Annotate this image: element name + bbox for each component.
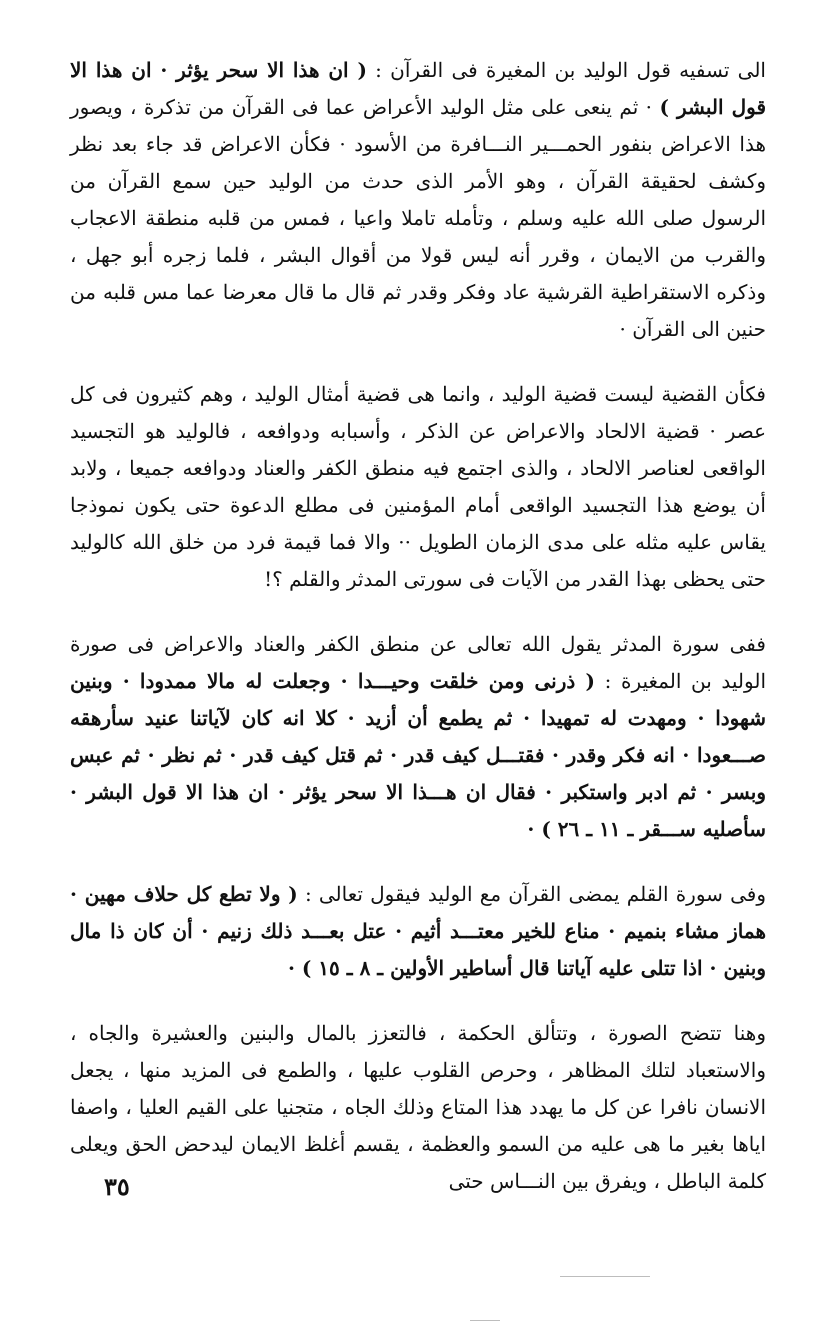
paragraph-2-text: فكأن القضية ليست قضية الوليد ، وانما هى قضية أمثال الوليد ، وهم كثيرون فى كل عصر · قضية الالحاد والاعراض عن الذكر ، وأسبابه ودوافعه ، فالوليد هو التجسيد الواقعى لعناصر الالحاد ، والذى اجتمع فيه منطق الكفر والعناد ودوافعه جميعا ، ولابد أن يوضع هذا التجسيد الواقعى أمام المؤمنين فى مطلع الدعوة حتى يكون نموذجا يقاس عليه مثله على مدى الزمان الطويل ·· والا فما قيمة فرد من خلق الله كالوليد حتى يحظى بهذا القدر من الآيات فى سورتى المدثر والقلم ؟! (70, 382, 766, 591)
paragraph-5-text: وهنا تتضح الصورة ، وتتألق الحكمة ، فالتعزز بالمال والبنين والعشيرة والجاه ، والاستعباد لتلك المظاهر ، وحرص القلوب عليها ، والطمع فى المزيد منها ، يجعل الانسان نافرا عن كل ما يهدد هذا المتاع وذلك الجاه ، متجنيا على القيم العليا ، واصفا اياها بغير ما هى عليه من السمو والعظمة ، يقسم أغلظ الايمان ليدحض الحق ويعلى كلمة الباطل ، ويفرق بين النـــاس حتى (70, 1021, 766, 1193)
paragraph-4-text: وفى سورة القلم يمضى القرآن مع الوليد فيقول تعالى : (297, 882, 766, 906)
page-number: ٣٥ (104, 1172, 130, 1201)
paragraph-3-quran-quote: ( ذرنى ومن خلقت وحيـــدا · وجعلت له مالا ممدودا · وبنين شهودا · ومهدت له تمهيدا · ثم يطمع أن أزيد · كلا انه كان لآياتنا عنيد سأرهقه صـــعودا · انه فكر وقدر · فقتـــل كيف قدر · ثم قتل كيف قدر · ثم نظر · ثم عبس وبسر · ثم ادبر واستكبر · فقال ان هـــذا الا سحر يؤثر · ان هذا الا قول البشر · سأصليه ســـقر ـ ١١ ـ ٢٦ ) · (70, 669, 766, 841)
paragraph-3-text: ففى سورة المدثر يقول الله تعالى عن منطق الكفر والعناد والاعراض فى صورة الوليد بن المغيرة : (70, 632, 766, 693)
paragraph-1-text-2: · ثم ينعى على مثل الوليد الأعراض عما فى القرآن من تذكرة ، ويصور هذا الاعراض بنفور الحمـــير النـــافرة من الأسود · فكأن الاعراض قد جاء بعد نظر وكشف لحقيقة القرآن ، وهو الأمر الذى حدث من الوليد حين سمع القرآن من الرسول صلى الله عليه وسلم ، وتأمله تاملا واعيا ، فمس من قلبه منطقة الاعجاب والقرب من الايمان ، وقرر أنه ليس قولا من أقوال البشر ، فلما زجره أبو جهل ، وذكره الاستقراطية القرشية عاد وفكر وقدر ثم قال ما قال معرضا عما مس قلبه من حنين الى القرآن · (70, 95, 767, 341)
paragraph-5 (70, 1015, 766, 1200)
paragraph-4 (70, 876, 766, 987)
paragraph-1-text-1: الى تسفيه قول الوليد بن المغيرة فى القرآن : (366, 58, 766, 82)
paragraph-1-quran-quote: ( ان هذا الا سحر يؤثر · ان هذا الا قول البشر ) (70, 58, 767, 119)
paragraph-3 (70, 626, 766, 848)
paragraph-4-quran-quote: ( ولا تطع كل حلاف مهين · هماز مشاء بنميم · مناع للخير معتـــد أثيم · عتل بعـــد ذلك زنيم · أن كان ذا مال وبنين · اذا تتلى عليه آياتنا قال أساطير الأولين ـ ٨ ـ ١٥ ) · (70, 882, 766, 980)
paragraph-2 (70, 376, 766, 598)
paragraph-1 (70, 52, 766, 348)
scan-artifact-line (470, 1320, 500, 1321)
scan-artifact-line (560, 1276, 650, 1277)
